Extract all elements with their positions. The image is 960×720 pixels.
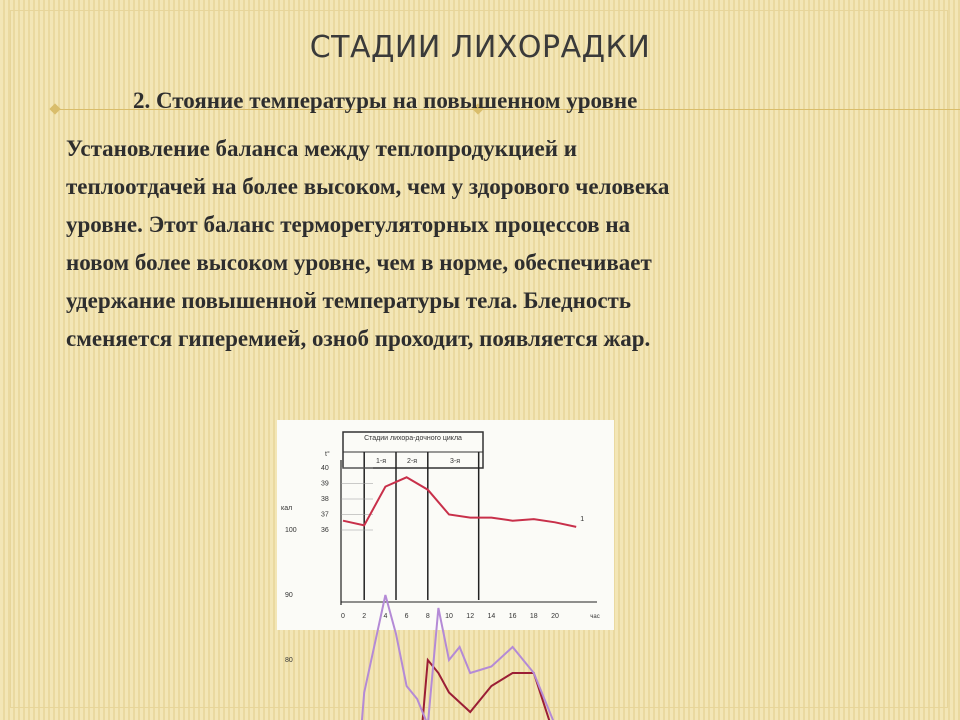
body-line: теплоотдачей на более высоком, чем у здорового человека — [66, 174, 670, 199]
series-1-label: 1 — [580, 515, 585, 523]
x-tick-label: 2 — [362, 613, 367, 620]
slide-title: СТАДИИ ЛИХОРАДКИ — [309, 30, 651, 65]
slide-subtitle: 2. Стояние температуры на повышенном уровне — [133, 88, 638, 113]
body-line: удержание повышенной температуры тела. Бледность — [66, 288, 632, 313]
y-tick-kcal: 80 — [285, 657, 293, 664]
x-tick-label: 20 — [551, 613, 559, 620]
y-tick-temp: 40 — [321, 465, 329, 472]
stage-header-label: Стадии лихора-дочного цикла — [364, 435, 462, 442]
y-tick-kcal: 90 — [285, 592, 293, 599]
x-tick-label: 6 — [404, 613, 409, 620]
series-1-line — [343, 477, 576, 527]
y-tick-temp: 36 — [321, 527, 329, 534]
y-unit-kcal: кал — [281, 505, 293, 512]
y-unit-temp: t° — [325, 451, 330, 458]
slide-body — [66, 130, 926, 358]
y-tick-temp: 37 — [321, 511, 329, 519]
x-tick-label: 14 — [487, 613, 496, 620]
stage-3-label: 3-я — [449, 458, 461, 465]
x-tick-label: 12 — [466, 613, 475, 620]
y-tick-kcal: 100 — [285, 527, 297, 534]
y-tick-temp: 38 — [321, 496, 329, 503]
x-tick-label: 4 — [383, 613, 388, 620]
x-tick-label: 10 — [445, 613, 453, 620]
y-tick-temp: 39 — [321, 480, 329, 488]
fever-chart — [277, 420, 614, 664]
body-line: Установление баланса между теплопродукцией и — [66, 136, 577, 161]
x-tick-label: 0 — [341, 613, 345, 620]
x-tick-label: 16 — [508, 613, 517, 620]
body-line: уровне. Этот баланс терморегуляторных процессов на — [66, 212, 631, 237]
stage-2-label: 2-я — [406, 458, 418, 465]
body-line: новом более высоком уровне, чем в норме, обеспечивает — [66, 250, 652, 275]
x-unit-label: час — [590, 614, 600, 620]
x-tick-label: 8 — [425, 613, 430, 620]
fever-chart-svg — [277, 420, 614, 664]
x-tick-label: 18 — [529, 613, 538, 620]
stage-1-label: 1-я — [375, 458, 387, 465]
body-line: сменяется гиперемией, озноб проходит, появляется жар. — [66, 326, 651, 351]
